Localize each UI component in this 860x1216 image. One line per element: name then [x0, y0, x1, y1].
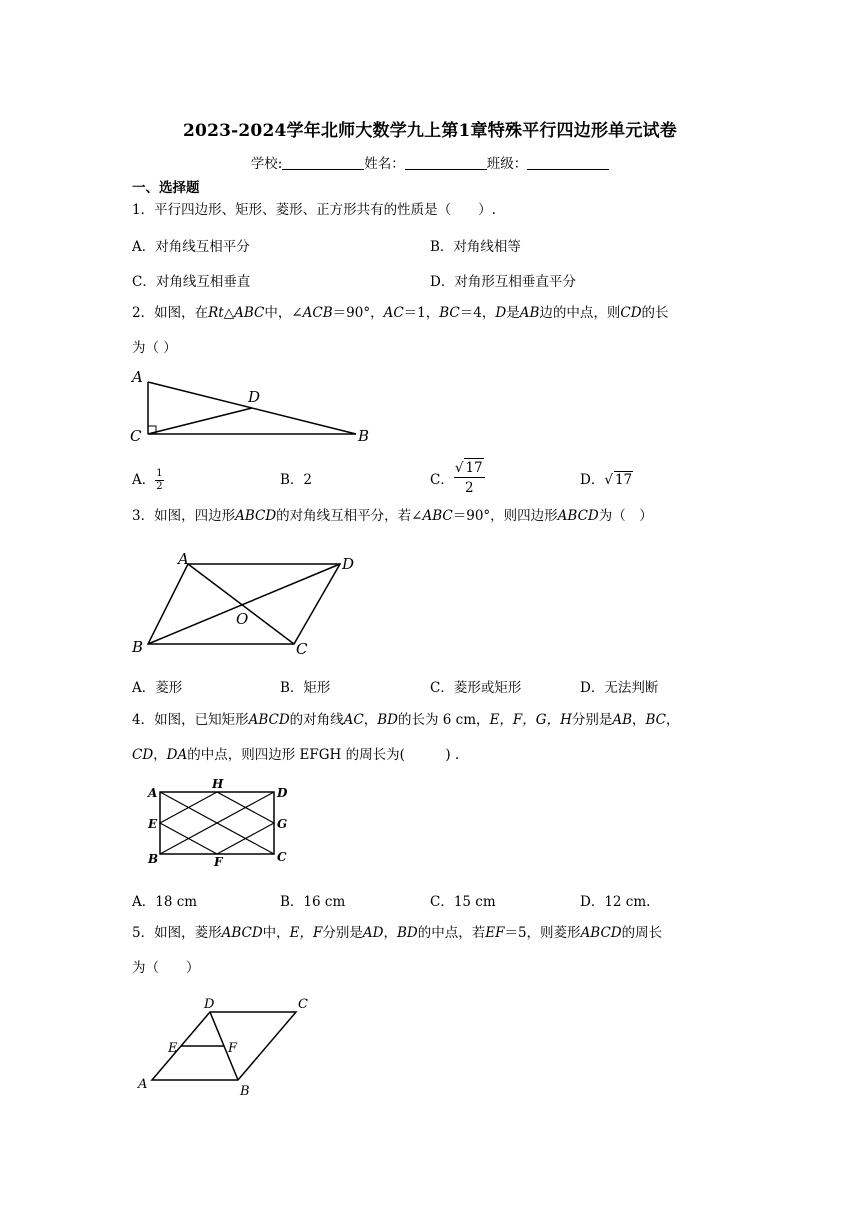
- q1-option-d[interactable]: D．对角形互相垂直平分: [430, 274, 576, 290]
- q2-option-d[interactable]: D．√ 17: [580, 472, 633, 488]
- q1-option-b[interactable]: B．对角线相等: [430, 239, 521, 255]
- q5-label-d: D: [204, 997, 215, 1012]
- q3-parallelogram-figure: [126, 550, 366, 660]
- q5-label-a: A: [138, 1077, 148, 1092]
- question-4-text: 4．如图，已知矩形ABCD的对角线AC，BD的长为 6 cm，E，F，G，H分别是AB，BC，: [132, 712, 680, 728]
- q4-label-c: C: [277, 850, 287, 864]
- q5-rhombus-figure: [132, 994, 322, 1100]
- q3-option-c[interactable]: C．菱形或矩形: [430, 680, 522, 696]
- question-3-text: 3．如图，四边形ABCD的对角线互相平分，若∠ABC＝90°，则四边形ABCD为（ ）: [132, 508, 653, 524]
- question-1-text: 1．平行四边形、矩形、菱形、正方形共有的性质是（ ）.: [132, 202, 496, 218]
- q3-label-d: D: [342, 555, 355, 573]
- question-5-text: 5．如图，菱形ABCD中，E，F分别是AD，BD的中点，若EF＝5，则菱形ABCD的周长: [132, 925, 663, 941]
- q2-label-b: B: [358, 427, 370, 445]
- question-2-text-line2: 为（ ）: [132, 340, 177, 356]
- q4-label-g: G: [277, 817, 288, 831]
- q3-label-c: C: [296, 640, 308, 658]
- q5-label-f: F: [228, 1041, 238, 1056]
- q2-option-c[interactable]: C． $\frac{√ 17}{2}$: [430, 460, 483, 496]
- q4-label-a: A: [148, 786, 158, 800]
- name-label: 姓名：: [364, 156, 405, 172]
- q1-option-c[interactable]: C．对角线互相垂直: [132, 274, 251, 290]
- q3-label-o: O: [236, 610, 249, 628]
- q2-option-b[interactable]: B．2: [280, 472, 313, 488]
- question-5-text-line2: 为（ ）: [132, 960, 200, 976]
- q5-label-b: B: [240, 1084, 250, 1099]
- class-blank[interactable]: [527, 155, 609, 170]
- q4-option-d[interactable]: D．12 cm.: [580, 894, 651, 910]
- student-info-line: [0, 152, 860, 172]
- q3-option-a[interactable]: A．菱形: [132, 680, 183, 696]
- q4-label-e: E: [148, 817, 158, 831]
- q4-option-b[interactable]: B．16 cm: [280, 894, 346, 910]
- q4-label-h: H: [212, 777, 224, 791]
- q2-label-c: C: [130, 427, 142, 445]
- q4-label-d: D: [277, 786, 288, 800]
- q2-label-a: A: [132, 368, 143, 386]
- q4-option-a[interactable]: A．18 cm: [132, 894, 198, 910]
- q4-label-b: B: [148, 852, 159, 866]
- school-label: 学校:: [250, 156, 283, 172]
- q2-label-d: D: [248, 388, 261, 406]
- q1-option-a[interactable]: A．对角线互相平分: [132, 239, 250, 255]
- q4-label-f: F: [214, 855, 223, 869]
- school-blank[interactable]: [282, 155, 364, 170]
- q2-triangle-figure: [126, 362, 376, 450]
- q5-label-e: E: [168, 1041, 178, 1056]
- q4-option-c[interactable]: C．15 cm: [430, 894, 496, 910]
- q3-option-d[interactable]: D．无法判断: [580, 680, 659, 696]
- q3-label-a: A: [178, 550, 189, 568]
- q3-label-b: B: [132, 638, 144, 656]
- q3-option-b[interactable]: B．矩形: [280, 680, 331, 696]
- page-title: 2023-2024学年北师大数学九上第1章特殊平行四边形单元试卷: [183, 121, 677, 141]
- q4-rectangle-figure: [140, 776, 300, 870]
- class-label: 班级：: [486, 156, 528, 172]
- question-2-text: 2．如图，在Rt△ABC中，∠ACB＝90°，AC＝1，BC＝4，D是AB边的中点，则CD的长: [132, 305, 669, 321]
- q5-label-c: C: [298, 997, 308, 1012]
- section-heading: 一、选择题: [132, 180, 200, 196]
- q2-option-a[interactable]: A． $\frac{1}{2}$: [132, 468, 163, 492]
- name-blank[interactable]: [405, 155, 487, 170]
- question-4-text-line2: CD，DA的中点，则四边形 EFGH 的周长为( ) .: [132, 747, 460, 763]
